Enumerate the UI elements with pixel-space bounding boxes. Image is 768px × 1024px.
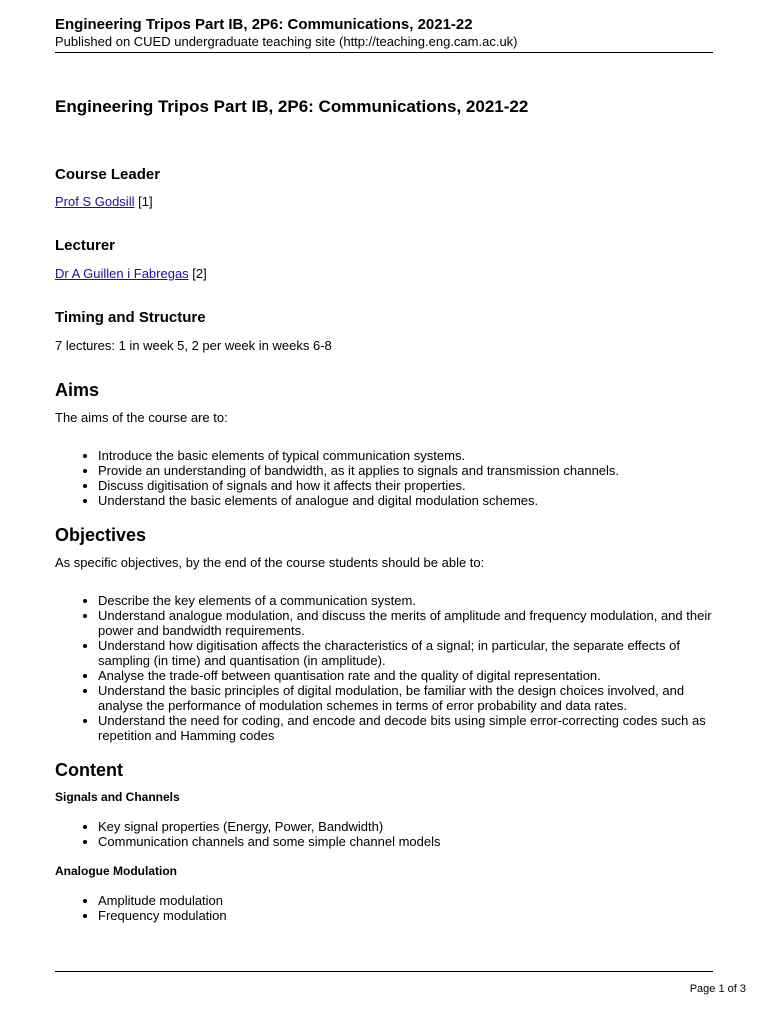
analogue-list (55, 893, 713, 923)
header-rule (55, 52, 713, 53)
aims-intro: The aims of the course are to: (55, 410, 228, 425)
objectives-list (55, 593, 713, 743)
course-leader-ref: [1] (134, 194, 153, 209)
lecturer-link[interactable]: Dr A Guillen i Fabregas (55, 266, 189, 281)
lecturer-ref: [2] (188, 266, 207, 281)
signals-list (55, 819, 713, 849)
header-subtitle: Published on CUED undergraduate teaching site (http://teaching.eng.cam.ac.uk) (55, 34, 518, 49)
course-leader-heading: Course Leader (55, 166, 161, 183)
objectives-item: • Understand how digitisation affects the characteristics of a signal; in particular, the separate effects of sampling (in time) and quantisation (in amplitude). (98, 638, 713, 668)
header-title: Engineering Tripos Part IB, 2P6: Communications, 2021-22 (55, 16, 473, 33)
analogue-item: • Amplitude modulation (98, 893, 713, 908)
objectives-item: • Describe the key elements of a communication system. (98, 593, 713, 608)
objectives-item: • Understand the need for coding, and encode and decode bits using simple error-correcting codes such as repetition and Hamming codes (98, 713, 713, 743)
aims-item: • Understand the basic elements of analogue and digital modulation schemes. (98, 493, 713, 508)
aims-item: • Provide an understanding of bandwidth, as it applies to signals and transmission channels. (98, 463, 713, 478)
lecturer-line (55, 266, 713, 281)
lecturer-heading: Lecturer (55, 237, 116, 254)
course-leader-line (55, 194, 713, 209)
objectives-intro: As specific objectives, by the end of the course students should be able to: (55, 555, 485, 570)
objectives-item: • Understand the basic principles of digital modulation, be familiar with the design choices involved, and analyse the performance of modulation schemes in terms of error probability and data rates. (98, 683, 713, 713)
document-page (55, 0, 713, 1024)
timing-heading: Timing and Structure (55, 309, 206, 326)
signals-item: • Communication channels and some simple channel models (98, 834, 713, 849)
objectives-item: • Understand analogue modulation, and discuss the merits of amplitude and frequency modulation, and their power and bandwidth requirements. (98, 608, 713, 638)
aims-item: • Discuss digitisation of signals and how it affects their properties. (98, 478, 713, 493)
objectives-heading: Objectives (55, 525, 147, 545)
document-title: Engineering Tripos Part IB, 2P6: Communications, 2021-22 (55, 97, 529, 116)
document-content (55, 97, 713, 923)
aims-heading: Aims (55, 380, 100, 400)
signals-item: • Key signal properties (Energy, Power, Bandwidth) (98, 819, 713, 834)
timing-text: 7 lectures: 1 in week 5, 2 per week in weeks 6-8 (55, 338, 332, 353)
content-heading: Content (55, 760, 123, 780)
analogue-item: • Frequency modulation (98, 908, 713, 923)
aims-list (55, 448, 713, 508)
signals-heading: Signals and Channels (55, 790, 180, 804)
objectives-item: • Analyse the trade-off between quantisation rate and the quality of digital representation. (98, 668, 713, 683)
aims-item: • Introduce the basic elements of typical communication systems. (98, 448, 713, 463)
page-number: Page 1 of 3 (689, 983, 746, 995)
course-leader-link[interactable]: Prof S Godsill (55, 194, 135, 209)
footer-rule (55, 971, 713, 972)
analogue-heading: Analogue Modulation (55, 864, 177, 878)
